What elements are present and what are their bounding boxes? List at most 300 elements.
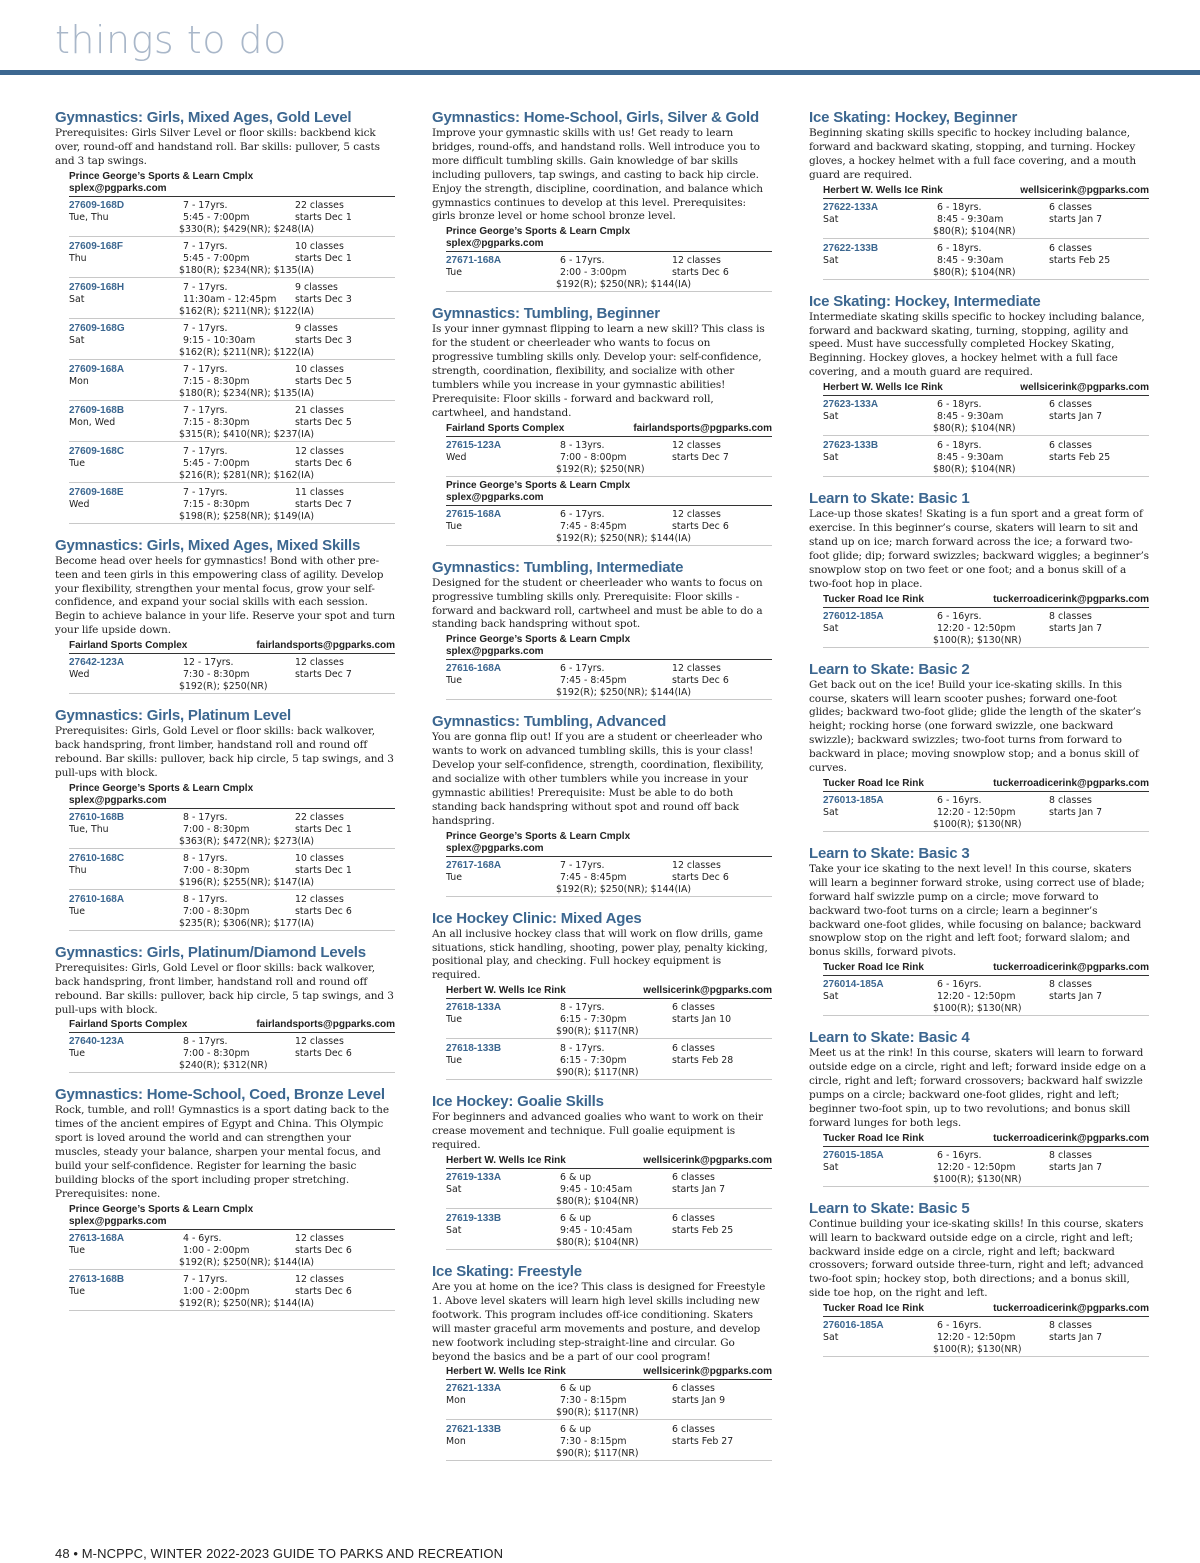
class-session-row — [823, 201, 1149, 239]
start-date: starts Dec 6 — [672, 871, 729, 883]
course-code[interactable]: 27616-168A — [446, 663, 502, 675]
session-days: Wed — [446, 451, 467, 463]
start-date: starts Dec 5 — [295, 416, 352, 428]
class-count: 8 classes — [1049, 610, 1092, 622]
course-code[interactable]: 27609-168A — [69, 363, 125, 375]
session-days: Sat — [823, 622, 839, 634]
session-days: Thu — [69, 864, 87, 876]
class-count: 12 classes — [295, 657, 344, 669]
course-code[interactable]: 27623-133B — [823, 440, 879, 452]
location-header — [446, 480, 772, 506]
session-time: 2:00 - 3:00pm — [560, 267, 627, 279]
location-name: Prince George’s Sports & Learn Cmplx — [69, 1203, 254, 1215]
class-description: For beginners and advanced goalies who want to work on their crease movement and technique. Full goalie equipment is required. — [432, 1111, 763, 1152]
session-days: Tue — [446, 1055, 463, 1067]
start-date: starts Dec 3 — [295, 293, 352, 305]
class-description: Prerequisites: Girls Silver Level or floor skills: backbend kick over, round-off and handstand roll. Bar skills: pullover, 5 casts and 3 tap swings. — [55, 127, 380, 167]
class-count: 12 classes — [295, 1036, 344, 1048]
course-code[interactable]: 27613-168A — [69, 1232, 125, 1244]
course-code[interactable]: 27615-123A — [446, 439, 502, 451]
age-range: 7 - 17yrs. — [183, 445, 228, 457]
session-time: 11:30am - 12:45pm — [183, 293, 277, 305]
age-range: 4 - 6yrs. — [183, 1232, 222, 1244]
session-time: 5:45 - 7:00pm — [183, 252, 250, 264]
location-header — [69, 640, 395, 654]
age-range: 7 - 17yrs. — [183, 240, 228, 252]
class-title: Gymnastics: Girls, Platinum/Diamond Levels — [55, 943, 366, 961]
course-code[interactable]: 27640-123A — [69, 1036, 125, 1048]
course-code[interactable]: 27609-168D — [69, 199, 125, 211]
location-header — [823, 382, 1149, 396]
session-time: 8:45 - 9:30am — [937, 213, 1004, 225]
start-date: starts Jan 7 — [1049, 806, 1103, 818]
age-range: 6 - 16yrs. — [937, 979, 982, 991]
start-date: starts Dec 6 — [295, 457, 352, 469]
location-name: Herbert W. Wells Ice Rink — [446, 985, 566, 997]
session-days: Tue — [69, 905, 86, 917]
class-listing — [432, 108, 772, 292]
class-title: Gymnastics: Girls, Mixed Ages, Gold Level — [55, 109, 352, 126]
course-code[interactable]: 27618-133B — [446, 1043, 502, 1055]
session-time: 7:00 - 8:00pm — [560, 451, 627, 463]
session-days: Sat — [69, 293, 85, 305]
session-days: Tue — [446, 1014, 463, 1026]
class-listing — [809, 1028, 1149, 1186]
age-range: 6 - 16yrs. — [937, 794, 982, 806]
start-date: starts Dec 1 — [295, 823, 352, 835]
location-name: Tucker Road Ice Rink — [823, 1303, 924, 1315]
session-fee: $192(R); $250(NR); $144(IA) — [556, 883, 692, 895]
age-range: 7 - 17yrs. — [183, 363, 228, 375]
class-count: 12 classes — [672, 439, 721, 451]
age-range: 6 - 17yrs. — [560, 255, 605, 267]
class-description: Intermediate skating skills specific to hockey including balance, forward and backward skating, turning, stopping, agility and speed. Must have successfully completed Hockey Skating, Beginning. Hockey gloves, a hockey helmet with a full face covering, and a mouth guard are required. — [809, 310, 1145, 379]
age-range: 7 - 17yrs. — [183, 199, 228, 211]
session-days: Tue — [446, 520, 463, 532]
class-listing — [809, 1199, 1149, 1357]
course-code[interactable]: 27609-168C — [69, 445, 125, 457]
location-email[interactable]: fairlandsports@pgparks.com — [256, 640, 395, 652]
class-count: 12 classes — [672, 508, 721, 520]
start-date: starts Feb 25 — [1049, 254, 1111, 266]
column-1 — [55, 108, 395, 1323]
session-days: Tue — [69, 1048, 86, 1060]
start-date: starts Jan 9 — [672, 1395, 726, 1407]
session-time: 7:30 - 8:15pm — [560, 1395, 627, 1407]
age-range: 6 - 17yrs. — [560, 663, 605, 675]
class-count: 12 classes — [295, 1232, 344, 1244]
age-range: 8 - 17yrs. — [560, 1002, 605, 1014]
class-session-row — [823, 439, 1149, 477]
session-days: Tue — [69, 457, 86, 469]
course-code[interactable]: 27642-123A — [69, 657, 125, 669]
location-email[interactable]: splex@pgparks.com — [69, 1215, 167, 1227]
session-time: 5:45 - 7:00pm — [183, 211, 250, 223]
class-description: You are gonna flip out! If you are a student or cheerleader who wants to work on advanced tumbling skills, this is your class! Develop your self-confidence, strength, coordination, flexibility, and socialize with other tumblers while you increase in your gymnastic abilities! Prerequisite: Must be able to do both standing back handspring without spot and round off back handspring. — [432, 731, 764, 827]
course-code[interactable]: 27671-168A — [446, 255, 502, 267]
class-listing — [55, 108, 395, 524]
course-code[interactable]: 27609-168G — [69, 322, 125, 334]
class-session-row — [69, 322, 395, 360]
location-header — [823, 594, 1149, 608]
age-range: 6 - 18yrs. — [937, 201, 982, 213]
class-description: Lace-up those skates! Skating is a fun sport and a great form of exercise. In this beginner’s course, skaters will learn to sit and stand up on ice; march forward across the ice; a forward two-foot glide; dip; forward swizzles; backward wiggles; a beginner’s snowplow stop on two feet or one foot; and a bonus skill of a two-foot hop in place. — [809, 508, 1149, 590]
class-session-row — [69, 1035, 395, 1073]
course-code[interactable]: 27609-168H — [69, 281, 125, 293]
session-days: Mon — [69, 375, 89, 387]
session-time: 6:15 - 7:30pm — [560, 1055, 627, 1067]
session-fee: $80(R); $104(NR) — [933, 464, 1016, 476]
location-header — [446, 423, 772, 437]
location-header — [446, 1155, 772, 1169]
class-listing — [55, 536, 395, 694]
session-time: 12:20 - 12:50pm — [937, 1332, 1016, 1344]
class-title: Ice Skating: Hockey, Beginner — [809, 109, 1018, 126]
session-fee: $216(R); $281(NR); $162(IA) — [179, 469, 315, 481]
session-time: 12:20 - 12:50pm — [937, 1161, 1016, 1173]
class-count: 12 classes — [672, 255, 721, 267]
location-header — [823, 1133, 1149, 1147]
session-days: Sat — [446, 1184, 462, 1195]
location-name: Prince George’s Sports & Learn Cmplx — [446, 634, 631, 646]
session-fee: $80(R); $104(NR) — [933, 225, 1016, 237]
location-email[interactable]: fairlandsports@pgparks.com — [256, 1019, 395, 1031]
session-time: 9:45 - 10:45am — [560, 1225, 633, 1236]
class-session-row — [446, 859, 772, 897]
location-email[interactable]: tuckerroadicerink@pgparks.com — [993, 962, 1149, 974]
age-range: 6 & up — [560, 1213, 592, 1224]
start-date: starts Dec 7 — [672, 451, 729, 463]
class-listing — [809, 844, 1149, 1016]
class-count: 6 classes — [1049, 440, 1092, 452]
course-code[interactable]: 276015-185A — [823, 1149, 884, 1161]
start-date: starts Feb 25 — [672, 1225, 734, 1236]
class-description: Is your inner gymnast flipping to learn a new skill? This class is for the student or cheerleader who wants to focus on progressive tumbling skills only. Develop your: self-confidence, strength, coordination, flexibility, and socialize with other tumblers while you increase in your gymnastic abilities! Prerequisite: Floor skills - forward and backward roll, cartwheel, and handstand. — [432, 323, 765, 419]
class-session-row — [446, 1382, 772, 1420]
class-title: Ice Hockey: Goalie Skills — [432, 1093, 604, 1111]
session-time: 7:00 - 8:30pm — [183, 905, 250, 917]
course-code[interactable]: 27609-168B — [69, 404, 125, 416]
location-email[interactable]: splex@pgparks.com — [69, 182, 167, 194]
session-time: 8:45 - 9:30am — [937, 452, 1004, 464]
class-title: Gymnastics: Tumbling, Intermediate — [432, 558, 684, 576]
class-title: Gymnastics: Home-School, Girls, Silver & Gold — [432, 109, 759, 126]
location-name: Tucker Road Ice Rink — [823, 1132, 924, 1144]
location-name: Fairland Sports Complex — [446, 422, 565, 434]
session-time: 9:15 - 10:30am — [183, 334, 256, 346]
session-fee: $315(R); $410(NR); $237(IA) — [179, 428, 315, 440]
age-range: 8 - 17yrs. — [183, 811, 228, 823]
start-date: starts Dec 3 — [295, 334, 352, 346]
class-count: 8 classes — [1049, 1149, 1092, 1161]
course-code[interactable]: 27621-133B — [446, 1424, 502, 1436]
session-fee: $90(R); $117(NR) — [556, 1407, 639, 1419]
class-description: Take your ice skating to the next level! In this course, skaters will learn a beginner forward stroke, using correct use of blade; forward half swizzle pump on a circle; move forward to backward two-foot turns on a circle; learn a beginner’s backward one-foot glides, while focusing on balance; backward snowplow stop on the right and left foot; forward slalom; and bonus skills, forward pivots. — [809, 862, 1145, 959]
session-time: 1:00 - 2:00pm — [183, 1285, 250, 1297]
class-listing — [432, 558, 772, 701]
session-fee: $80(R); $104(NR) — [933, 266, 1016, 278]
class-count: 12 classes — [672, 859, 721, 871]
course-code[interactable]: 27613-168B — [69, 1273, 125, 1285]
class-count: 10 classes — [295, 852, 344, 864]
class-count: 12 classes — [672, 663, 721, 675]
class-listing — [55, 1085, 395, 1310]
class-count: 12 classes — [295, 893, 344, 905]
class-count: 6 classes — [1049, 399, 1092, 411]
session-time: 7:15 - 8:30pm — [183, 375, 250, 387]
age-range: 8 - 13yrs. — [560, 439, 605, 451]
class-count: 12 classes — [295, 445, 344, 457]
class-session-row — [446, 1042, 772, 1080]
class-description: An all inclusive hockey class that will work on flow drills, game situations, stick handling, shooting, power play, penalty kicking, positional play, and checking. Full hockey equipment is required. — [432, 927, 768, 982]
class-session-row — [823, 610, 1149, 648]
class-count: 22 classes — [295, 811, 344, 823]
session-fee: $100(R); $130(NR) — [933, 1344, 1022, 1356]
class-description: Prerequisites: Girls, Gold Level or floor skills: back walkover, back handspring, front limber, handstand roll and round off rebound. Bar skills: pullover, back hip circle, 5 tap swings, and 3 pull-ups with block. — [55, 961, 394, 1016]
session-time: 7:30 - 8:15pm — [560, 1436, 627, 1448]
start-date: starts Jan 7 — [1049, 991, 1103, 1003]
course-code[interactable]: 276013-185A — [823, 794, 884, 806]
class-description: Get back out on the ice! Build your ice-skating skills. In this course, skaters will learn scooter pushes; forward one-foot glides; backward two-foot glide; glide the length of the skater’s height; rocking horse (one forward swizzle, one backward swizzle); backward swizzles; two-foot turns from forward to backward in place; moving snowplow stop; and a bonus skill of curves. — [809, 678, 1141, 775]
class-title: Ice Hockey Clinic: Mixed Ages — [432, 909, 642, 927]
class-session-row — [823, 794, 1149, 832]
class-count: 10 classes — [295, 240, 344, 252]
session-time: 7:45 - 8:45pm — [560, 520, 627, 532]
session-time: 9:45 - 10:45am — [560, 1184, 633, 1195]
class-title: Learn to Skate: Basic 3 — [809, 844, 970, 862]
start-date: starts Jan 7 — [1049, 411, 1103, 423]
session-time: 7:00 - 8:30pm — [183, 864, 250, 876]
course-code[interactable]: 27610-168A — [69, 893, 125, 905]
location-email[interactable]: wellsicerink@pgparks.com — [1020, 382, 1149, 394]
session-fee: $90(R); $117(NR) — [556, 1026, 639, 1038]
start-date: starts Jan 10 — [672, 1014, 732, 1026]
session-time: 7:30 - 8:30pm — [183, 669, 250, 681]
location-email[interactable]: fairlandsports@pgparks.com — [633, 422, 772, 434]
age-range: 7 - 17yrs. — [183, 1273, 228, 1285]
class-count: 11 classes — [295, 486, 344, 498]
location-header — [823, 1303, 1149, 1317]
location-name: Tucker Road Ice Rink — [823, 593, 924, 605]
session-days: Tue — [446, 871, 463, 883]
class-session-row — [446, 1212, 772, 1250]
session-fee: $240(R); $312(NR) — [179, 1060, 268, 1072]
location-name: Prince George’s Sports & Learn Cmplx — [446, 830, 631, 842]
session-days: Mon, Wed — [69, 416, 116, 428]
session-days: Tue, Thu — [69, 823, 109, 835]
age-range: 6 - 17yrs. — [560, 508, 605, 520]
session-days: Sat — [446, 1225, 462, 1236]
course-code[interactable]: 27615-168A — [446, 508, 502, 520]
session-time: 12:20 - 12:50pm — [937, 806, 1016, 818]
class-count: 8 classes — [1049, 979, 1092, 991]
session-fee: $192(R); $250(NR); $144(IA) — [179, 1297, 315, 1309]
course-code[interactable]: 27610-168C — [69, 852, 125, 864]
column-3 — [809, 108, 1149, 1369]
location-name: Tucker Road Ice Rink — [823, 962, 924, 974]
session-days: Sat — [823, 1332, 839, 1344]
class-title: Gymnastics: Tumbling, Advanced — [432, 713, 667, 731]
session-fee: $192(R); $250(NR) — [556, 463, 645, 475]
location-header — [823, 962, 1149, 976]
session-fee: $100(R); $130(NR) — [933, 1003, 1022, 1015]
start-date: starts Feb 27 — [672, 1436, 734, 1448]
class-title: Learn to Skate: Basic 5 — [809, 1199, 970, 1217]
location-email[interactable]: wellsicerink@pgparks.com — [643, 1155, 772, 1166]
class-session-row — [446, 254, 772, 292]
class-listing — [55, 943, 395, 1074]
class-count: 6 classes — [672, 1002, 715, 1014]
session-time: 7:00 - 8:30pm — [183, 823, 250, 835]
location-email[interactable]: splex@pgparks.com — [69, 794, 167, 806]
course-code[interactable]: 27622-133B — [823, 242, 879, 254]
location-name: Herbert W. Wells Ice Rink — [446, 1366, 566, 1378]
session-time: 12:20 - 12:50pm — [937, 622, 1016, 634]
course-code[interactable]: 276014-185A — [823, 979, 884, 991]
location-email[interactable]: splex@pgparks.com — [446, 646, 544, 658]
start-date: starts Dec 7 — [295, 498, 352, 510]
class-description: Continue building your ice-skating skills! In this course, skaters will learn to backward outside edge on a circle, right and left; backward inside edge on a circle, right and left; backward crossovers; forward outside three-turn, right and left; advanced two-foot spin; hockey stop, both directions; and a bonus skill, side toe hop, on the right and left. — [809, 1217, 1144, 1300]
location-header — [69, 171, 395, 197]
class-listing — [432, 909, 772, 1081]
location-name: Herbert W. Wells Ice Rink — [446, 1155, 566, 1166]
start-date: starts Dec 7 — [295, 669, 352, 681]
start-date: starts Dec 6 — [295, 1048, 352, 1060]
session-fee: $180(R); $234(NR); $135(IA) — [179, 264, 315, 276]
start-date: starts Dec 1 — [295, 864, 352, 876]
class-session-row — [69, 1232, 395, 1270]
class-count: 9 classes — [295, 322, 338, 334]
location-name: Herbert W. Wells Ice Rink — [823, 184, 943, 196]
course-code[interactable]: 27623-133A — [823, 399, 879, 411]
class-title: Learn to Skate: Basic 1 — [809, 490, 970, 508]
location-name: Herbert W. Wells Ice Rink — [823, 382, 943, 394]
class-count: 8 classes — [1049, 1320, 1092, 1332]
session-time: 1:00 - 2:00pm — [183, 1244, 250, 1256]
start-date: starts Dec 1 — [295, 211, 352, 223]
session-fee: $192(R); $250(NR); $144(IA) — [556, 687, 692, 699]
course-code[interactable]: 27618-133A — [446, 1002, 502, 1014]
location-email[interactable]: splex@pgparks.com — [446, 491, 544, 503]
age-range: 8 - 17yrs. — [183, 893, 228, 905]
session-fee: $198(R); $258(NR); $149(IA) — [179, 510, 315, 522]
session-fee: $100(R); $130(NR) — [933, 1173, 1022, 1185]
location-email[interactable]: wellsicerink@pgparks.com — [643, 985, 772, 997]
session-fee: $235(R); $306(NR); $177(IA) — [179, 917, 315, 929]
location-email[interactable]: tuckerroadicerink@pgparks.com — [993, 777, 1149, 789]
class-session-row — [69, 281, 395, 319]
location-name: Fairland Sports Complex — [69, 640, 188, 652]
location-email[interactable]: splex@pgparks.com — [446, 238, 544, 250]
location-name: Prince George’s Sports & Learn Cmplx — [69, 782, 254, 794]
location-email[interactable]: wellsicerink@pgparks.com — [643, 1366, 772, 1378]
session-fee: $162(R); $211(NR); $122(IA) — [179, 305, 315, 317]
class-listing — [432, 1092, 772, 1250]
location-email[interactable]: wellsicerink@pgparks.com — [1020, 184, 1149, 196]
class-count: 6 classes — [672, 1383, 715, 1395]
class-session-row — [69, 199, 395, 237]
class-session-row — [823, 1149, 1149, 1187]
class-count: 8 classes — [1049, 794, 1092, 806]
location-email[interactable]: splex@pgparks.com — [446, 842, 544, 854]
location-header — [446, 226, 772, 252]
class-listing — [809, 108, 1149, 280]
class-count: 6 classes — [1049, 201, 1092, 213]
age-range: 8 - 17yrs. — [183, 852, 228, 864]
class-session-row — [69, 893, 395, 931]
course-code[interactable]: 276016-185A — [823, 1320, 884, 1332]
course-code[interactable]: 27621-133A — [446, 1383, 502, 1395]
session-time: 8:45 - 9:30am — [937, 411, 1004, 423]
course-code[interactable]: 27617-168A — [446, 859, 502, 871]
session-time: 7:45 - 8:45pm — [560, 871, 627, 883]
session-days: Wed — [69, 498, 90, 510]
location-name: Prince George’s Sports & Learn Cmplx — [446, 479, 631, 491]
location-header — [823, 778, 1149, 792]
session-days: Tue, Thu — [69, 211, 109, 223]
session-days: Sat — [823, 991, 839, 1003]
start-date: starts Jan 7 — [672, 1184, 726, 1195]
age-range: 6 - 16yrs. — [937, 1320, 982, 1332]
session-fee: $192(R); $250(NR); $144(IA) — [179, 1256, 315, 1268]
session-fee: $80(R); $104(NR) — [556, 1196, 639, 1207]
session-days: Tue — [69, 1244, 86, 1256]
class-session-row — [69, 363, 395, 401]
class-session-row — [446, 1001, 772, 1039]
class-description: Beginning skating skills specific to hockey including balance, forward and backward skating, stopping, and turning. Hockey gloves, a hockey helmet with a full face covering, and a mouth guard are required. — [809, 127, 1137, 181]
age-range: 7 - 17yrs. — [183, 486, 228, 498]
age-range: 6 - 18yrs. — [937, 242, 982, 254]
session-time: 7:45 - 8:45pm — [560, 675, 627, 687]
course-code[interactable]: 27609-168F — [69, 240, 123, 252]
class-session-row — [823, 978, 1149, 1016]
location-email[interactable]: tuckerroadicerink@pgparks.com — [993, 1303, 1149, 1315]
location-header — [823, 185, 1149, 199]
class-session-row — [69, 852, 395, 890]
course-code[interactable]: 276012-185A — [823, 610, 884, 622]
session-days: Sat — [823, 254, 839, 266]
age-range: 6 - 18yrs. — [937, 440, 982, 452]
course-code[interactable]: 27619-133B — [446, 1213, 502, 1224]
class-session-row — [69, 1273, 395, 1311]
course-code[interactable]: 27619-133A — [446, 1172, 502, 1183]
course-code[interactable]: 27609-168E — [69, 486, 124, 498]
course-code[interactable]: 27610-168B — [69, 811, 125, 823]
session-days: Sat — [823, 213, 839, 225]
class-listing — [809, 292, 1149, 478]
session-days: Sat — [823, 1161, 839, 1173]
class-count: 6 classes — [672, 1424, 715, 1436]
session-time: 5:45 - 7:00pm — [183, 457, 250, 469]
class-session-row — [69, 240, 395, 278]
class-count: 12 classes — [295, 1273, 344, 1285]
location-email[interactable]: tuckerroadicerink@pgparks.com — [993, 1132, 1149, 1144]
page-footer: 48 • M-NCPPC, WINTER 2022-2023 GUIDE TO PARKS AND RECREATION — [55, 1546, 504, 1561]
class-session-row — [823, 242, 1149, 280]
session-fee: $196(R); $255(NR); $147(IA) — [179, 876, 315, 888]
session-fee: $192(R); $250(NR); $144(IA) — [556, 279, 692, 291]
session-time: 7:15 - 8:30pm — [183, 498, 250, 510]
session-days: Tue — [69, 1285, 86, 1297]
class-title: Gymnastics: Tumbling, Beginner — [432, 305, 660, 323]
class-description: Meet us at the rink! In this course, skaters will learn to forward outside edge on a circle, right and left; forward inside edge on a circle, right and left; forward crossovers; backward half swizzle pumps on a circle; backward one-foot glides, right and left; beginner two-foot spin, up to two revolutions; and bonus skill forward lunges for both legs. — [809, 1047, 1146, 1129]
location-email[interactable]: tuckerroadicerink@pgparks.com — [993, 593, 1149, 605]
location-name: Prince George’s Sports & Learn Cmplx — [69, 170, 254, 182]
class-listing — [809, 660, 1149, 832]
class-count: 6 classes — [672, 1172, 715, 1183]
course-code[interactable]: 27622-133A — [823, 201, 879, 213]
start-date: starts Dec 1 — [295, 252, 352, 264]
